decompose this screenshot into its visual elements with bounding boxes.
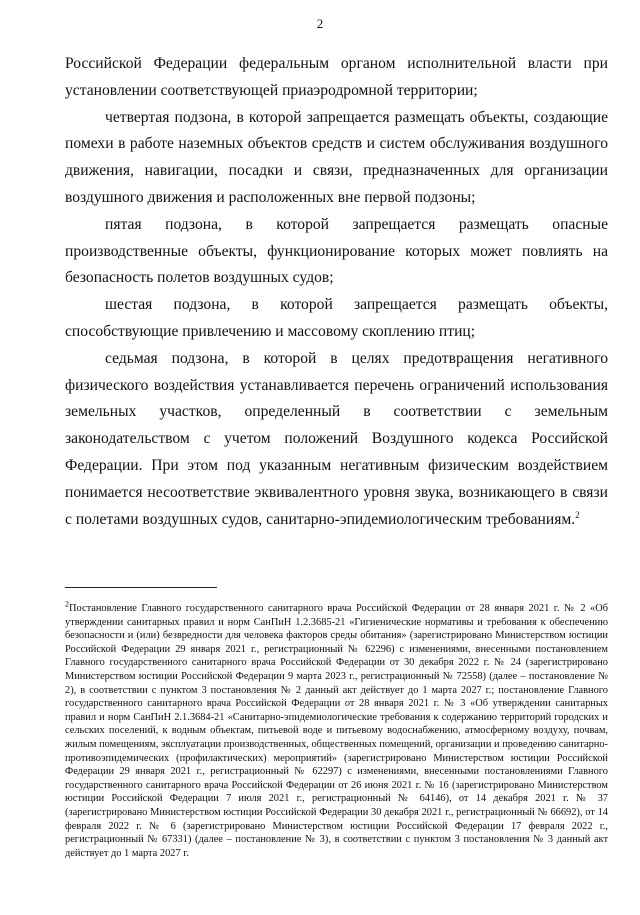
paragraph-subzone-6: шестая подзона, в которой запрещается размещать объекты, способствующие привлечению и массовому скоплению птиц; <box>65 296 608 340</box>
footnote-marker: 2 <box>65 599 69 609</box>
paragraph-continuation: Российской Федерации федеральным органом исполнительной власти при установлении соответствующей приаэродромной территории; <box>65 55 608 99</box>
footnote-divider <box>65 587 217 588</box>
paragraph-subzone-7 <box>65 346 608 534</box>
footnote-text: Постановление Главного государственного санитарного врача Российской Федерации от 28 января 2021 г. № 2 «Об утверждении санитарных правил и норм СанПиН 1.2.3685-21 «Гигиенические нормативы и требования к обеспечению безопасности и (или) безвредности для человека факторов среды обитания» (зарегистрировано Министерством юстиции Российской Федерации 29 января 2021 г., регистрационный № 62296) с изменениями, внесенными постановлением Главного государственного санитарного врача Российской Федерации от 30 декабря 2022 г. № 24 (зарегистрировано Министерством юстиции Российской Федерации 9 марта 2023 г., регистрационный № 72558) (далее – постановление № 2), в соответствии с пунктом 3 постановления № 2 данный акт действует до 1 марта 2027 г.; постановление Главного государственного санитарного врача Российской Федерации от 28 января 2021 г. № 3 «Об утверждении санитарных правил и норм СанПиН 2.1.3684-21 «Санитарно-эпидемиологические требования к содержанию территорий городских и сельских поселений, к водным объектам, питьевой воде и питьевому водоснабжению, атмосферному воздуху, почвам, жилым помещениям, эксплуатации производственных, общественных помещений, организации и проведению санитарно-противоэпидемических (профилактических) мероприятий» (зарегистрировано Министерством юстиции Российской Федерации 29 января 2021 г., регистрационный № 62297) с изменениями, внесенными постановлениями Главного государственного санитарного врача Российской Федерации от 26 июня 2021 г. № 16 (зарегистрировано Министерством юстиции Российской Федерации 7 июля 2021 г., регистрационный № 64146), от 14 декабря 2021 г. № 37 (зарегистрировано Министерством юстиции Российской Федерации 30 декабря 2021 г., регистрационный № 66692), от 14 февраля 2022 г. № 6 (зарегистрировано Министерством юстиции Российской Федерации 17 февраля 2022 г., регистрационный № 67331) (далее – постановление № 3), в соответствии с пунктом 3 постановления № 3 данный акт действует до 1 марта 2027 г. <box>65 603 608 859</box>
paragraph-subzone-7-text: седьмая подзона, в которой в целях предотвращения негативного физического воздействия устанавливается перечень ограничений использования земельных участков, определенный в соответствии с земельным законодательством с учетом положений Воздушного кодекса Российской Федерации. При этом под указанным негативным физическим воздействием понимается несоответствие эквивалентного уровня звука, возникающего в связи с полетами воздушных судов, санитарно-эпидемиологическим требованиям. <box>65 349 608 528</box>
document-body <box>65 51 608 533</box>
footnote-reference: 2 <box>575 509 580 520</box>
page-number: 2 <box>316 16 324 31</box>
paragraph-subzone-5: пятая подзона, в которой запрещается размещать опасные производственные объекты, функционирование которых может повлиять на безопасность полетов воздушных судов; <box>65 215 608 287</box>
footnote <box>65 599 608 860</box>
paragraph-subzone-4: четвертая подзона, в которой запрещается размещать объекты, создающие помехи в работе наземных объектов средств и систем обслуживания воздушного движения, навигации, посадки и связи, предназначенных для организации воздушного движения и расположенных вне первой подзоны; <box>65 108 608 206</box>
